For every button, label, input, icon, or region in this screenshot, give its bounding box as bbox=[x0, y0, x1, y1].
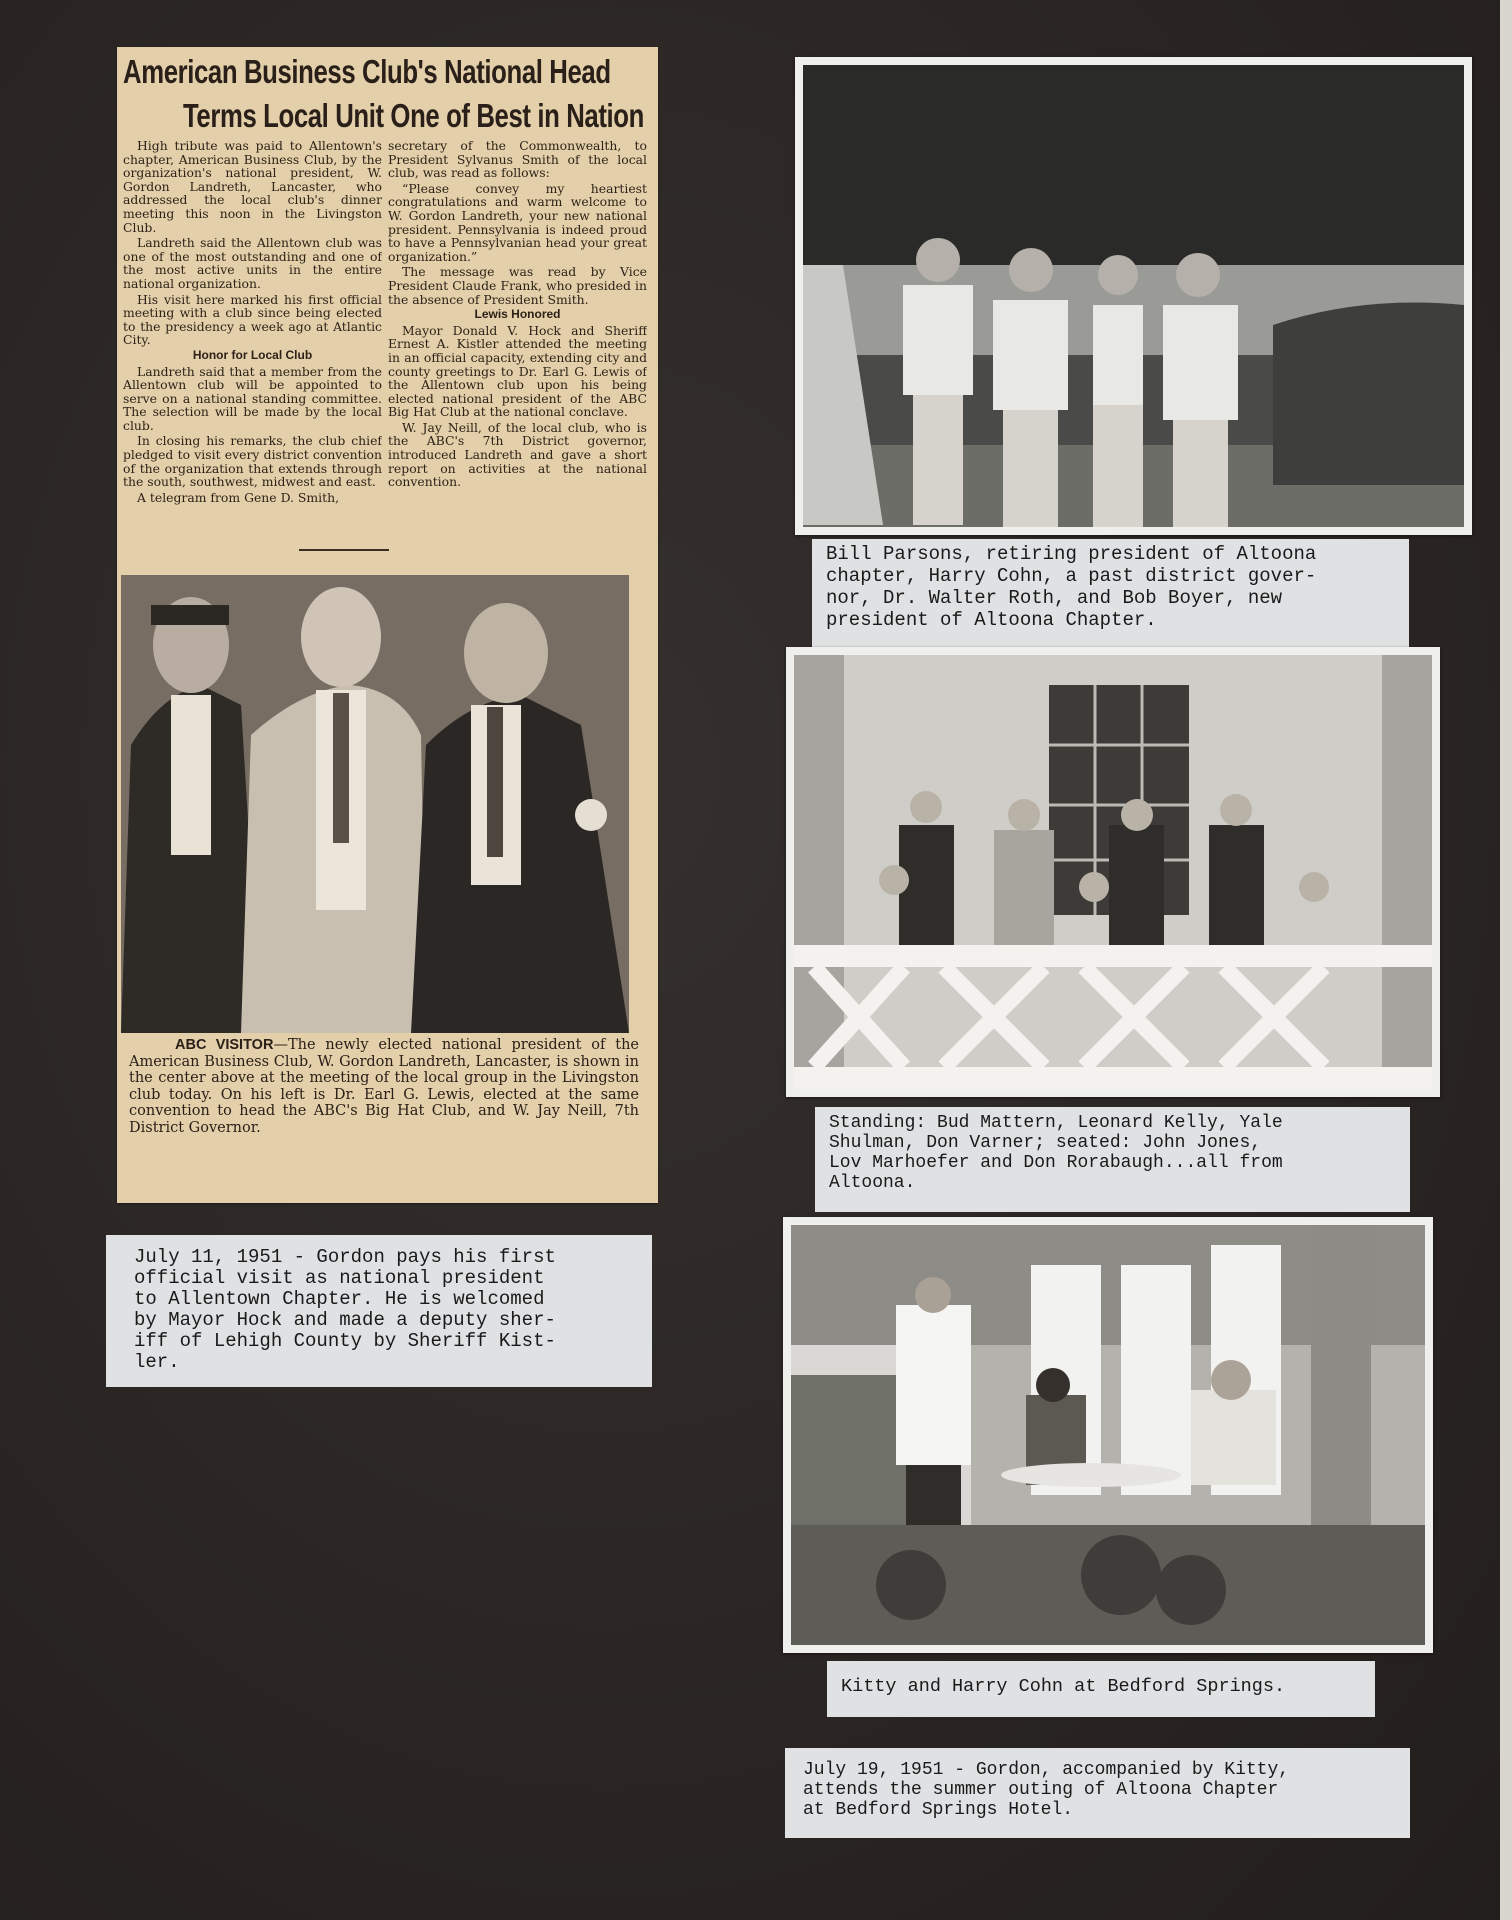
label-photo1-caption: Bill Parsons, retiring president of Altoona chapter, Harry Cohn, a past district gover- nor, Dr. Walter Roth, and Bob Boyer, new president of Altoona Chapter. bbox=[812, 539, 1409, 647]
article-paragraph: “Please convey my heartiest congratulations and warm welcome to W. Gordon Landreth, your new national president. Pennsylvania is indeed proud to have a Pennsylvanian head your great organization.” bbox=[388, 180, 647, 264]
caption-body: —The newly elected national president of the American Business Club, W. Gordon Landreth, Lancaster, is shown in the center above at the meeting of the local group in the Livingston club today. On his left is Dr. Earl G. Lewis, elected at the same convention to head the ABC's Big Hat Club, and W. Jay Neill, 7th District Governor. bbox=[129, 1037, 639, 1136]
clipping-columns bbox=[123, 139, 647, 599]
article-subhead: Lewis Honored bbox=[474, 307, 561, 322]
newspaper-photo-caption bbox=[129, 1037, 639, 1137]
label-july-11: July 11, 1951 - Gordon pays his first official visit as national president to Allentown Chapter. He is welcomed by Mayor Hock and made a deputy sher- iff of Lehigh County by Sheriff Kist- ler. bbox=[106, 1235, 652, 1387]
article-subhead: Honor for Local Club bbox=[192, 347, 313, 362]
article-paragraph: In closing his remarks, the club chief pledged to visit every district convention of the organization that extends through the south, southwest, midwest and east. bbox=[123, 433, 382, 490]
article-divider bbox=[299, 549, 389, 551]
newspaper-photo-three-men bbox=[121, 575, 629, 1033]
clipping-column-left bbox=[123, 139, 382, 599]
clipping-column-right bbox=[388, 139, 647, 599]
article-paragraph: High tribute was paid to Allentown's chapter, American Business Club, by the organization's national president, W. Gordon Landreth, Lancaster, who addressed the local club's dinner meeting this noon in the Livingston Club. bbox=[123, 139, 382, 235]
label-photo2-caption: Standing: Bud Mattern, Leonard Kelly, Yale Shulman, Don Varner; seated: John Jones, Lov Marhoefer and Don Rorabaugh...all from Altoona. bbox=[815, 1107, 1410, 1212]
article-paragraph: Landreth said that a member from the Allentown club will be appointed to serve on a national standing committee. The selection will be made by the local club. bbox=[123, 363, 382, 433]
label-photo3-caption: Kitty and Harry Cohn at Bedford Springs. bbox=[827, 1661, 1375, 1717]
article-paragraph: W. Jay Neill, of the local club, who is the ABC's 7th District governor, introduced Landreth and gave a short report on activities at the national convention. bbox=[388, 419, 647, 490]
page-edge bbox=[1500, 0, 1512, 1920]
article-paragraph: Mayor Donald V. Hock and Sheriff Ernest A. Kistler attended the meeting in an official capacity, extending city and county greetings to Dr. Earl G. Lewis of the Allentown club upon his being elected national president of the ABC Big Hat Club at the national conclave. bbox=[388, 322, 647, 420]
clipping-headline-line2: Terms Local Unit One of Best in Nation bbox=[183, 97, 644, 134]
photo-four-men-outdoors bbox=[795, 57, 1472, 535]
photo-bedford-springs-veranda bbox=[783, 1217, 1433, 1653]
label-july-19: July 19, 1951 - Gordon, accompanied by Kitty, attends the summer outing of Altoona Chapter at Bedford Springs Hotel. bbox=[785, 1748, 1410, 1838]
photo-porch-group bbox=[786, 647, 1440, 1097]
article-paragraph: Landreth said the Allentown club was one of the most outstanding and one of the most active units in the entire national organization. bbox=[123, 235, 382, 291]
caption-lead: ABC VISITOR bbox=[175, 1037, 274, 1053]
newspaper-clipping bbox=[117, 47, 658, 1203]
article-paragraph: A telegram from Gene D. Smith, bbox=[137, 489, 340, 505]
article-paragraph: His visit here marked his first official meeting with a club since being elected to the presidency a week ago at Atlantic City. bbox=[123, 291, 382, 348]
clipping-headline-line1: American Business Club's National Head bbox=[123, 53, 611, 90]
article-paragraph: The message was read by Vice President Claude Frank, who presided in the absence of President Smith. bbox=[388, 264, 647, 307]
article-paragraph: secretary of the Commonwealth, to President Sylvanus Smith of the local club, was read as follows: bbox=[388, 139, 647, 181]
